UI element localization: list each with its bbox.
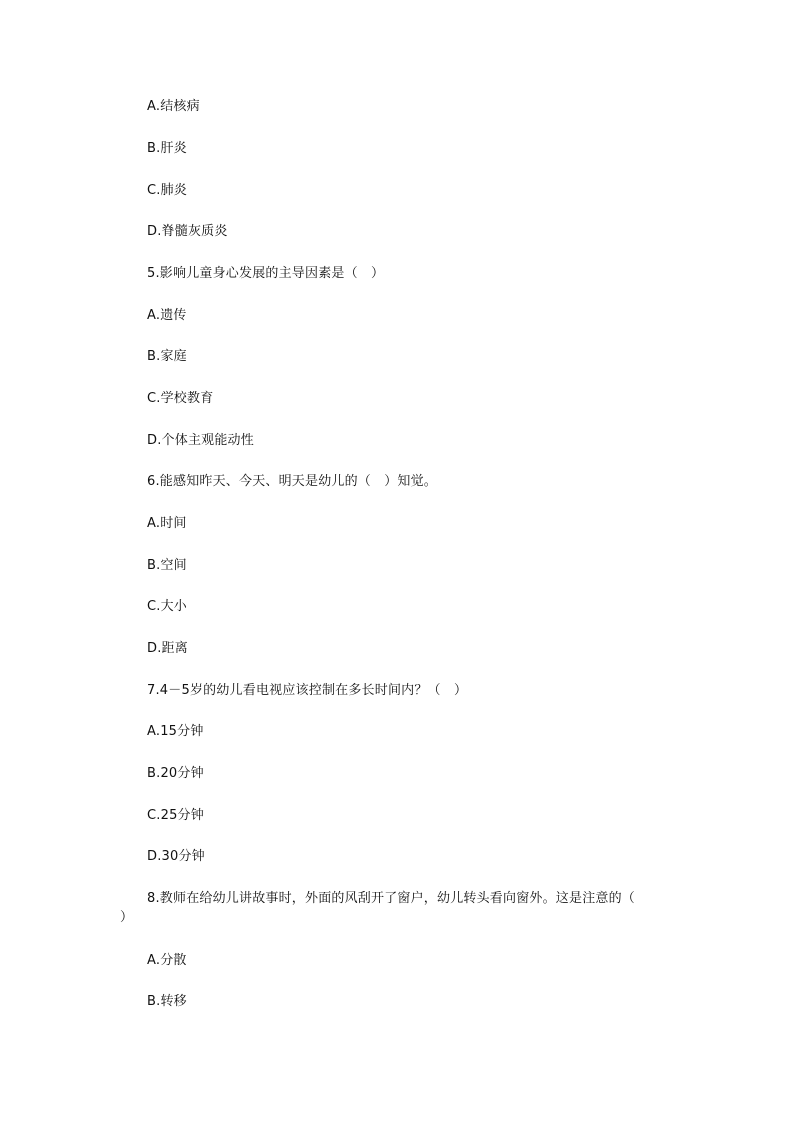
q5-option-b: B.家庭 [147,349,187,364]
q4-option-c: C.肺炎 [147,183,188,198]
q6-option-b: B.空间 [147,558,187,573]
q7-option-d: D.30分钟 [147,849,205,864]
q4-option-b: B.肝炎 [147,141,187,156]
q6-option-c: C.大小 [147,599,188,614]
q5-option-c: C.学校教育 [147,391,214,406]
q6-stem: 6.能感知昨天、今天、明天是幼儿的（ ）知觉。 [147,474,438,489]
q8-option-b: B.转移 [147,994,187,1009]
q7-option-b: B.20分钟 [147,766,204,781]
q8-stem-line1: 8.教师在给幼儿讲故事时，外面的风刮开了窗户，幼儿转头看向窗外。这是注意的（ [147,891,636,906]
q5-option-d: D.个体主观能动性 [147,433,254,448]
q6-option-a: A.时间 [147,516,187,531]
q7-option-c: C.25分钟 [147,808,204,823]
q7-option-a: A.15分钟 [147,724,204,739]
q8-option-a: A.分散 [147,953,187,968]
q6-option-d: D.距离 [147,641,188,656]
q4-option-a: A.结核病 [147,99,200,114]
q8-stem-line2: ） [120,910,134,925]
q5-option-a: A.遗传 [147,308,187,323]
q7-stem: 7.4－5岁的幼儿看电视应该控制在多长时间内？（ ） [147,683,468,698]
q4-option-d: D.脊髓灰质炎 [147,224,228,239]
q5-stem: 5.影响儿童身心发展的主导因素是（ ） [147,266,385,281]
